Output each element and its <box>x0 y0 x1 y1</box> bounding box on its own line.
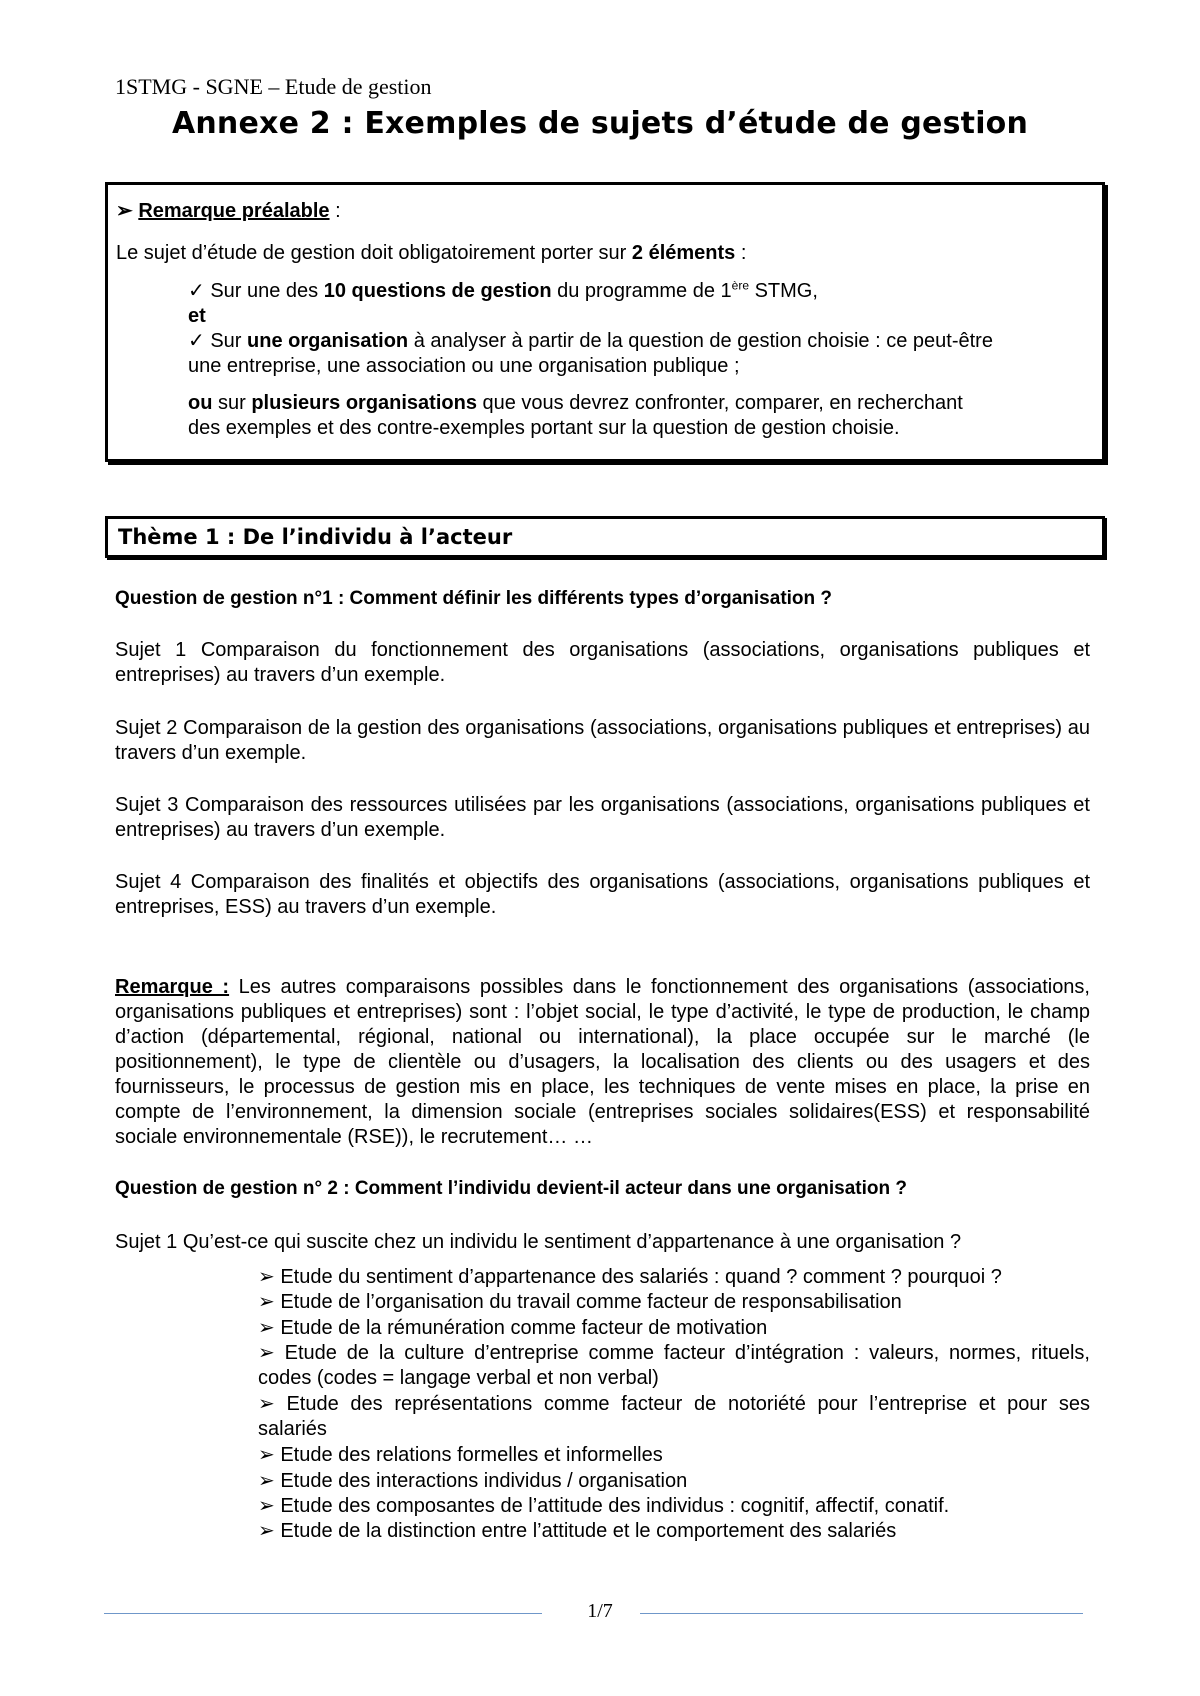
remark-item-2-suffix: à analyser à partir de la question de gestion choisie : ce peut-être <box>408 330 993 352</box>
remark-heading-colon: : <box>329 200 341 222</box>
remark-intro-text: Le sujet d’étude de gestion doit obligatoirement porter sur <box>116 242 632 264</box>
q2-item-6: ➢ Etude des relations formelles et informelles <box>258 1444 663 1466</box>
remark-item-2-line2: une entreprise, une association ou une organisation publique ; <box>188 355 740 377</box>
theme-label: Thème 1 : De l’individu à l’acteur <box>118 525 513 549</box>
course-header: 1STMG - SGNE – Etude de gestion <box>115 74 432 99</box>
check-icon: ✓ <box>188 280 205 302</box>
q1-subject-1: Sujet 1 Comparaison du fonctionnement des organisations (associations, organisations publiques et entreprises) au travers d’un exemple. <box>115 639 1090 686</box>
q2-item-8: ➢ Etude des composantes de l’attitude des individus : cognitif, affectif, conatif. <box>258 1495 950 1517</box>
remark-intro-bold: 2 éléments <box>631 242 736 264</box>
remark-item-1-mid: du programme de 1 <box>551 280 732 302</box>
remark-or <box>188 391 963 416</box>
theme-box <box>105 516 1105 558</box>
q2-item-9: ➢ Etude de la distinction entre l’attitude et le comportement des salariés <box>258 1520 897 1542</box>
q1-subject-2: Sujet 2 Comparaison de la gestion des organisations (associations, organisations publiques et entreprises) au travers d’un exemple. <box>115 717 1090 764</box>
remark-item-2-text: Sur <box>204 330 248 352</box>
q2-item-1: ➢ Etude du sentiment d’appartenance des salariés : quand ? comment ? pourquoi ? <box>258 1266 1002 1288</box>
q1-subject-4: Sujet 4 Comparaison des finalités et objectifs des organisations (associations, organisations publiques et entreprises, ESS) au travers d’un exemple. <box>115 871 1090 918</box>
remark-or-bold2: plusieurs organisations <box>251 392 477 414</box>
remark-or-suffix: que vous devrez confronter, comparer, en recherchant <box>476 392 963 414</box>
q1-subject-3: Sujet 3 Comparaison des ressources utilisées par les organisations (associations, organisations publiques et entreprises) au travers d’un exemple. <box>115 794 1090 841</box>
remark-item-1-bold: 10 questions de gestion <box>323 280 552 302</box>
page-number: 1/7 <box>587 1600 613 1622</box>
arrow-icon: ➢ <box>116 200 133 222</box>
remark-heading: Remarque préalable <box>138 200 330 222</box>
q2-item-4: ➢ Etude de la culture d’entreprise comme facteur d’intégration : valeurs, normes, rituels, codes (codes = langage verbal et non verbal) <box>258 1342 1090 1389</box>
check-icon: ✓ <box>188 330 205 352</box>
preliminary-remark-box <box>105 182 1105 462</box>
question-1-title: Question de gestion n°1 : Comment définir les différents types d’organisation ? <box>115 588 833 609</box>
question-2-title: Question de gestion n° 2 : Comment l’individu devient-il acteur dans une organisation ? <box>115 1178 907 1199</box>
remark-item-1 <box>188 279 818 304</box>
remark-or-bold: ou <box>188 392 213 414</box>
q1-remark <box>115 975 1090 1150</box>
remark-intro-suffix: : <box>735 242 747 264</box>
page-title: Annexe 2 : Exemples de sujets d’étude de gestion <box>171 106 1029 141</box>
q2-item-2: ➢ Etude de l’organisation du travail comme facteur de responsabilisation <box>258 1291 902 1313</box>
remark-heading-line <box>116 199 341 224</box>
q1-remark-text: Les autres comparaisons possibles dans le fonctionnement des organisations (associations, organisations publiques et entreprises) sont : l’objet social, le type d’activité, le type de production, le champ d’action (départemental, régional, national ou international), la place occupée sur le marché (le positionnement), le type de clientèle ou d’usagers, la localisation des clients ou des usagers et des fournisseurs, le processus de gestion mis en place, les techniques de vente mises en place, la prise en compte de l’environnement, la dimension sociale (entreprises sociales solidaires(ESS) et responsabilité sociale environnementale (RSE)), le recrutement… … <box>115 976 1090 1148</box>
remark-intro <box>116 241 746 266</box>
remark-or-line2: des exemples et des contre-exemples portant sur la question de gestion choisie. <box>188 417 900 439</box>
remark-item-1-sup: ère <box>731 278 750 293</box>
q2-item-3: ➢ Etude de la rémunération comme facteur de motivation <box>258 1317 768 1339</box>
q1-remark-label: Remarque : <box>115 976 230 998</box>
q2-item-5: ➢ Etude des représentations comme facteur de notoriété pour l’entreprise et pour ses salariés <box>258 1393 1090 1440</box>
remark-and: et <box>188 305 206 327</box>
remark-item-1-text: Sur une des <box>204 280 324 302</box>
remark-item-2 <box>188 329 993 354</box>
remark-item-1-suffix: STMG, <box>749 280 818 302</box>
q2-subject-1: Sujet 1 Qu’est-ce qui suscite chez un individu le sentiment d’appartenance à une organisation ? <box>115 1231 962 1253</box>
remark-item-2-bold: une organisation <box>247 330 409 352</box>
q2-item-7: ➢ Etude des interactions individus / organisation <box>258 1470 688 1492</box>
remark-or-mid: sur <box>212 392 252 414</box>
